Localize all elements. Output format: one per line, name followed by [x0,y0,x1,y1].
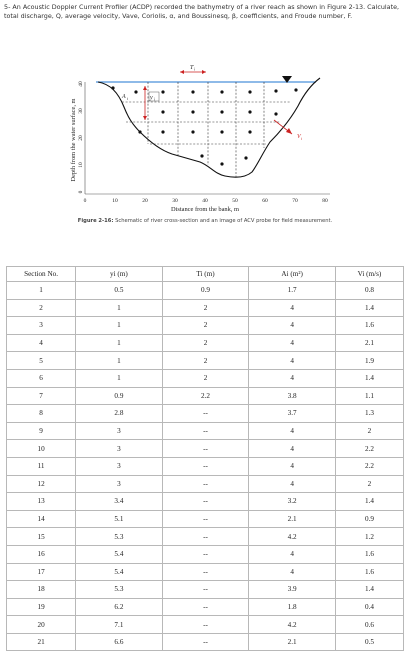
table-row [7,299,404,317]
river-cross-section-figure [0,62,410,230]
header-velocity: Vi (m/s) [335,267,403,282]
table-cell: 1.8 [249,598,336,616]
table-cell: 6 [7,369,76,387]
table-cell: 13 [7,493,76,511]
table-cell: 5.4 [76,563,163,581]
table-cell: 1.9 [335,352,403,370]
label-V-sub: i [301,136,303,141]
table-cell: 1.6 [335,545,403,563]
table-cell: 2 [162,352,249,370]
table-cell: 15 [7,528,76,546]
table-cell: 2 [162,369,249,387]
x-tick-label: 40 [202,198,208,204]
x-tick-label: 10 [112,198,118,204]
table-cell: 0.5 [335,633,403,651]
table-cell: 2 [162,317,249,335]
table-cell: 16 [7,545,76,563]
table-cell: 14 [7,510,76,528]
table-row [7,334,404,352]
table-cell: 1.4 [335,369,403,387]
table-cell: 2 [335,422,403,440]
table-cell: 2 [162,299,249,317]
x-tick-label: 60 [262,198,268,204]
table-cell: 17 [7,563,76,581]
table-cell: 1.6 [335,317,403,335]
table-cell: -- [162,422,249,440]
caption-text: Schematic of river cross-section and an image of ACV probe for field measurement. [113,218,333,224]
table-cell: 4 [249,317,336,335]
table-row [7,387,404,405]
table-cell: -- [162,633,249,651]
table-cell: 2 [335,475,403,493]
table-cell: -- [162,528,249,546]
table-cell: 7.1 [76,616,163,634]
section-data-table [6,266,404,651]
table-cell: 4 [249,369,336,387]
table-cell: -- [162,581,249,599]
table-cell: 5.1 [76,510,163,528]
table-cell: 4 [249,334,336,352]
table-cell: 0.6 [335,616,403,634]
y-tick-label: 0 [78,190,84,194]
figure-caption [0,218,410,224]
table-cell: 4 [249,545,336,563]
y-tick-label: 20 [78,135,84,141]
table-cell: 1.4 [335,493,403,511]
table-cell: 4 [7,334,76,352]
table-cell: 2.2 [335,457,403,475]
data-table-container [6,266,404,651]
y-tick-labels [78,81,84,193]
table-header-row [7,267,404,282]
table-row [7,352,404,370]
table-cell: 4 [249,352,336,370]
caption-label: Figure 2-16: [77,218,114,224]
table-cell: 5.4 [76,545,163,563]
table-cell: 5.3 [76,581,163,599]
table-cell: 21 [7,633,76,651]
y-tick-label: 40 [78,81,84,87]
river-bed-profile [98,78,320,177]
table-row [7,545,404,563]
table-cell: 1 [76,334,163,352]
table-cell: 4 [249,422,336,440]
table-cell: 3 [76,440,163,458]
y-axis-label: Depth from the water surface, m [70,98,77,182]
x-tick-label: 20 [142,198,148,204]
table-cell: 2.1 [249,633,336,651]
table-cell: 3.7 [249,405,336,423]
table-cell: 3.4 [76,493,163,511]
table-cell: 1.3 [335,405,403,423]
table-cell: -- [162,440,249,458]
table-cell: -- [162,405,249,423]
table-cell: 9 [7,422,76,440]
table-cell: 7 [7,387,76,405]
table-cell: 12 [7,475,76,493]
label-A-sub: i [127,96,129,101]
cross-section-diagram [0,62,410,222]
table-row [7,581,404,599]
header-depth: yi (m) [76,267,163,282]
table-cell: 0.5 [76,282,163,300]
label-A: A [122,94,126,100]
table-cell: 4 [249,563,336,581]
table-cell: -- [162,598,249,616]
depth-dividers [122,102,290,144]
table-cell: 8 [7,405,76,423]
table-cell: 6.6 [76,633,163,651]
x-tick-label: 30 [172,198,178,204]
table-cell: 19 [7,598,76,616]
table-cell: 0.9 [335,510,403,528]
problem-statement: 5- An Acoustic Doppler Current Profiler (ACDP) recorded the bathymetry of a river reach as shown in Figure 2-13. Calculate, total discharge, Q, average velocity, Vave, Coriolis, α, and Boussinesq, β, coefficients, and Froude number, F. [4,3,400,20]
table-row [7,317,404,335]
section-dividers [148,82,264,178]
table-cell: 2 [7,299,76,317]
table-cell: 1 [76,299,163,317]
table-cell: 4.2 [249,616,336,634]
table-cell: 5 [7,352,76,370]
table-cell: 4 [249,457,336,475]
table-row [7,369,404,387]
table-cell: 18 [7,581,76,599]
header-top-width: Ti (m) [162,267,249,282]
table-cell: 1.6 [335,563,403,581]
table-cell: 2.2 [162,387,249,405]
table-cell: 1 [76,369,163,387]
table-cell: -- [162,545,249,563]
table-row [7,598,404,616]
table-cell: 4 [249,440,336,458]
table-row [7,282,404,300]
table-cell: 4 [249,475,336,493]
table-row [7,475,404,493]
header-area: Ai (m²) [249,267,336,282]
table-cell: 20 [7,616,76,634]
table-cell: 3.9 [249,581,336,599]
label-y-sub: i [154,96,156,102]
measurement-points [111,86,297,165]
table-row [7,510,404,528]
table-cell: 3 [76,457,163,475]
table-row [7,422,404,440]
table-cell: 1 [7,282,76,300]
table-cell: 2 [162,334,249,352]
table-row [7,493,404,511]
table-cell: 0.4 [335,598,403,616]
table-cell: 0.8 [335,282,403,300]
header-section-no: Section No. [7,267,76,282]
x-tick-label: 0 [83,198,87,204]
y-tick-label: 10 [78,162,84,168]
label-y: y [150,95,153,101]
table-cell: 5.3 [76,528,163,546]
table-cell: 1 [76,352,163,370]
table-cell: 2.1 [335,334,403,352]
x-tick-labels [84,198,328,204]
y-tick-label: 30 [78,108,84,114]
x-tick-label: 70 [292,198,298,204]
table-row [7,616,404,634]
table-cell: 0.9 [162,282,249,300]
table-cell: -- [162,510,249,528]
table-cell: -- [162,493,249,511]
table-row [7,563,404,581]
table-cell: 1.7 [249,282,336,300]
x-tick-label: 80 [322,198,328,204]
table-cell: 10 [7,440,76,458]
table-cell: 11 [7,457,76,475]
table-cell: 0.9 [76,387,163,405]
x-axis-label: Distance from the bank, m [171,206,239,213]
table-cell: -- [162,616,249,634]
table-cell: -- [162,475,249,493]
table-cell: 2.2 [335,440,403,458]
table-row [7,440,404,458]
table-cell: 1.4 [335,299,403,317]
table-cell: 3 [7,317,76,335]
table-cell: 1.4 [335,581,403,599]
table-cell: 1 [76,317,163,335]
table-cell: 3.8 [249,387,336,405]
table-cell: 2.1 [249,510,336,528]
table-body [7,282,404,651]
table-row [7,457,404,475]
table-cell: 3.2 [249,493,336,511]
table-cell: -- [162,563,249,581]
table-cell: 4 [249,299,336,317]
table-row [7,528,404,546]
x-tick-label: 50 [232,198,238,204]
table-cell: 3 [76,475,163,493]
table-cell: 2.8 [76,405,163,423]
table-cell: 6.2 [76,598,163,616]
table-cell: 3 [76,422,163,440]
label-V: V [297,134,301,140]
table-row [7,405,404,423]
table-row [7,633,404,651]
table-cell: 4.2 [249,528,336,546]
label-T: T [190,65,194,71]
table-cell: -- [162,457,249,475]
label-T-sub: i [194,66,196,72]
table-cell: 1.1 [335,387,403,405]
table-cell: 1.2 [335,528,403,546]
